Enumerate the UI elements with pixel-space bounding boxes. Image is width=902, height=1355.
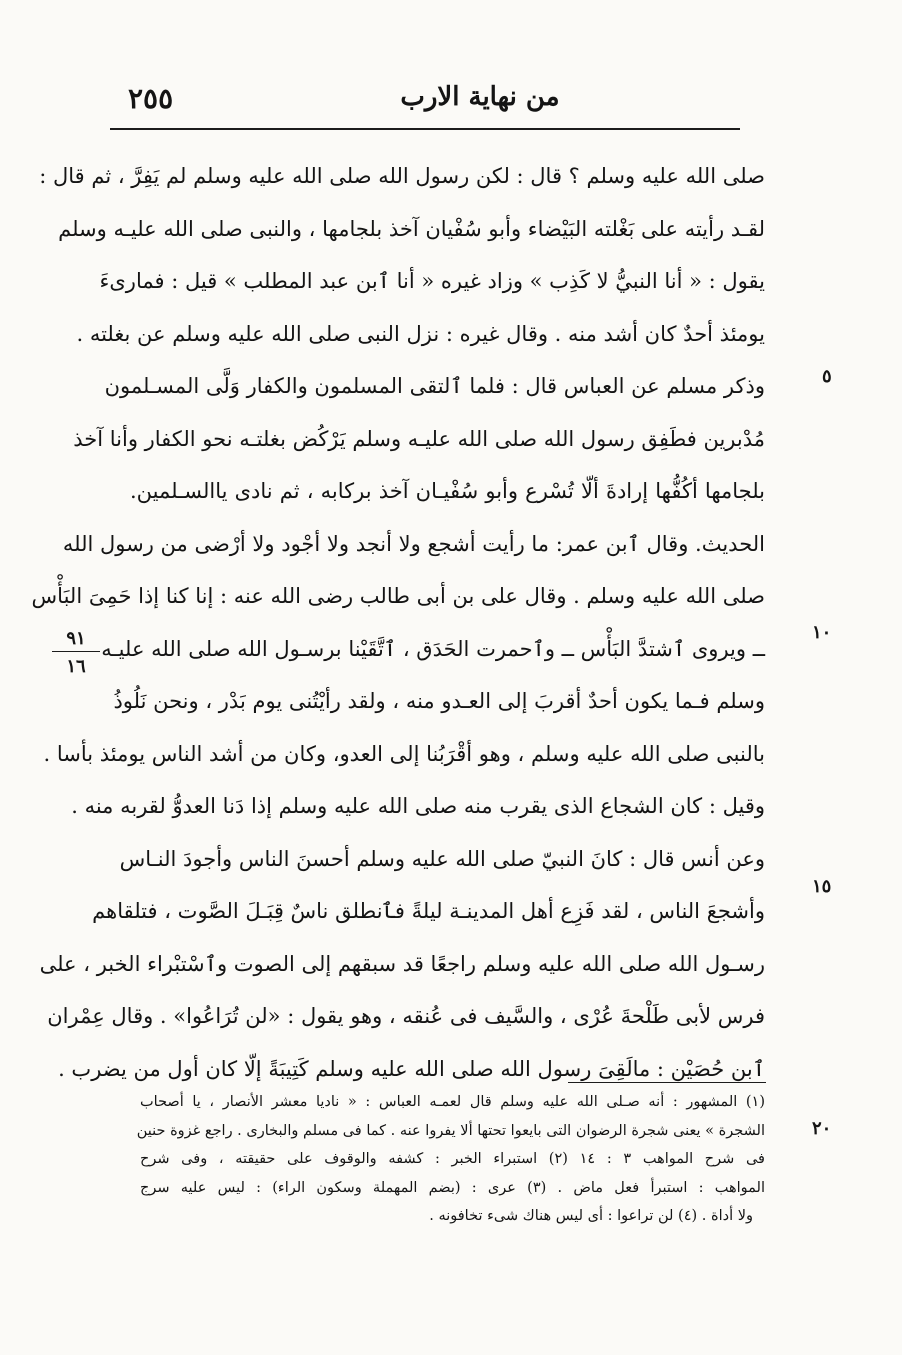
text-line: ــ ويروى ٱشتدَّ البَأْس ــ وٱحمرت الحَدَق ، ٱتَّقَيْنا برسـول الله صلى الله عليـه xyxy=(101,636,765,661)
margin-line-number-20: ٢٠ xyxy=(812,1118,832,1139)
text-line: الحديث. وقال ٱبن عمر: ما رأيت أشجع ولا أنجد ولا أجْود ولا أرْضى من رسول الله xyxy=(62,531,765,556)
header-rule xyxy=(110,128,740,130)
text-line: بلجامها أكُفُّها إرادةَ ألّا تُسْرع وأبو سُفْيـان آخذ بركابه ، ثم نادى ياالسـلمين. xyxy=(130,479,765,503)
footnote-rule xyxy=(568,1082,766,1083)
side-reference-bottom: ١٦ xyxy=(66,656,86,677)
footnote-line: فى شرح المواهب ٣ : ١٤ (٢) استبراء الخبر : كشفه والوقوف على حقيقته ، وفى شرح xyxy=(140,1151,765,1167)
text-line: وأشجعَ الناس ، لقد فَزِع أهل المدينـة ليلةً فٱنطلق ناسٌ قِبَـلَ الصَّوت ، فتلقاهم xyxy=(92,899,765,923)
footnote-line: (١) المشهور : أنه صـلى الله عليه وسلم قال لعمـه العباس : « ناديا معشر الأنصار ، يا أصحاب xyxy=(140,1094,765,1110)
text-line: صلى الله عليه وسلم . وقال على بن أبى طالب رضى الله عنه : إنا كنا إذا حَمِىَ البَأْس xyxy=(31,584,765,608)
side-reference xyxy=(52,628,100,677)
text-line: يقول : « أنا النبيُّ لا كَذِب » وزاد غيره « أنا ٱبن عبد المطلب » قيل : فمارىءَ xyxy=(99,269,765,293)
footnote-line: المواهب : استبرأ فعل ماض . (٣) عرى : (بضم المهملة وسكون الراء) : ليس عليه سرج xyxy=(140,1179,765,1196)
text-line: وسلم فـما يكون أحدٌ أقربَ إلى العـدو منه ، ولقد رأيْتُنى يوم بَدْر ، ونحن نَلُوذُ xyxy=(113,689,765,713)
text-line: رسـول الله صلى الله عليه وسلم راجعًا قد سبقهم إلى الصوت وٱسْتبْراء الخبر ، على xyxy=(39,951,765,976)
footnote-line: ولا أداة . (٤) لن تراعوا : أى ليس هناك شىء تخافونه . xyxy=(429,1208,753,1224)
text-line: وذكر مسلم عن العباس قال : فلما ٱلتقى المسلمون والكفار وَلَّى المسـلمون xyxy=(104,374,765,398)
footnote-line: الشجرة » يعنى شجرة الرضوان التى بايعوا تحتها ألا يفروا عنه . كما فى مسلم والبخارى . راجع غزوة حنين xyxy=(136,1122,765,1139)
page-number: ٢٥٥ xyxy=(128,82,174,115)
margin-line-number-15: ١٥ xyxy=(812,876,832,897)
running-header-title: من نهاية الارب xyxy=(400,82,560,112)
side-reference-top: ٩١ xyxy=(52,628,100,652)
text-line: وقيل : كان الشجاع الذى يقرب منه صلى الله عليه وسلم إذا دَنا العدوُّ لقربه منه . xyxy=(71,794,765,818)
text-line: لقـد رأيته على بَغْلته البَيْضاء وأبو سُفْيان آخذ بلجامها ، والنبى صلى الله عليـه وسلم xyxy=(58,216,765,241)
text-line: صلى الله عليه وسلم ؟ قال : لكن رسول الله صلى الله عليه وسلم لم يَفِرَّ ، ثم قال : xyxy=(39,164,765,188)
footnotes xyxy=(136,1088,765,1231)
text-line: بالنبى صلى الله عليه وسلم ، وهو أقْرَبُنا إلى العدو، وكان من أشد الناس يومئذ بأسا . xyxy=(43,741,765,766)
margin-line-number-10: ١٠ xyxy=(812,622,832,643)
text-line: وعن أنس قال : كانَ النبيّ صلى الله عليه وسلم أحسنَ الناس وأجودَ النـاس xyxy=(119,846,765,871)
text-line: ٱبن حُصَيْن : مالَقِىَ رسول الله صلى الله عليه وسلم كَتِيبَةً إلّا كان أول من يضرب . xyxy=(58,1056,765,1081)
margin-line-number-5: ٥ xyxy=(822,366,832,387)
text-line: فرس لأبى طَلْحةَ عُرْى ، والسَّيف فى عُنقه ، وهو يقول : «لن تُرَاعُوا» . وقال عِمْران xyxy=(47,1004,765,1028)
text-line: يومئذ أحدٌ كان أشد منه . وقال غيره : نزل النبى صلى الله عليه وسلم عن بغلته . xyxy=(76,321,765,346)
text-line: مُدْبرين فطَفِق رسول الله صلى الله عليـه وسلم يَرْكُض بغلتـه نحو الكفار وأنا آخذ xyxy=(73,426,765,451)
